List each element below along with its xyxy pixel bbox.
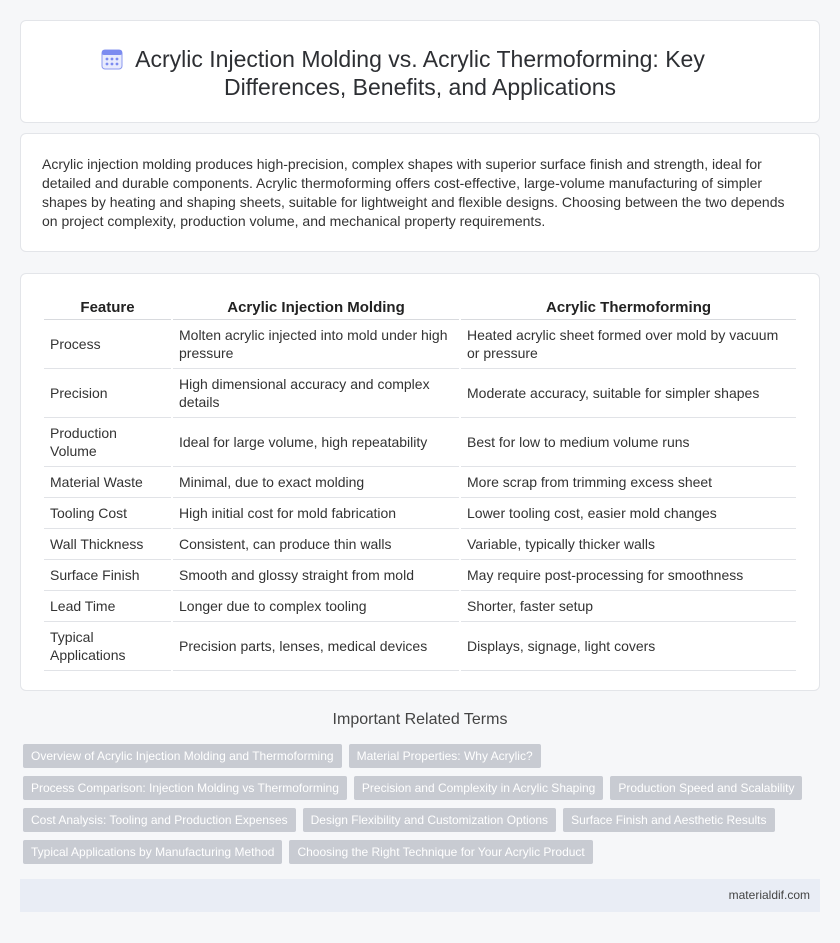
injection-cell: Ideal for large volume, high repeatability — [173, 418, 459, 467]
table-row — [44, 418, 796, 467]
feature-cell: Precision — [44, 369, 171, 418]
table-row — [44, 498, 796, 529]
header-feature: Feature — [44, 295, 171, 320]
comparison-table — [42, 295, 798, 671]
table-row — [44, 591, 796, 622]
injection-cell: Minimal, due to exact molding — [173, 467, 459, 498]
injection-cell: Molten acrylic injected into mold under high pressure — [173, 320, 459, 369]
feature-cell: Surface Finish — [44, 560, 171, 591]
feature-cell: Material Waste — [44, 467, 171, 498]
injection-cell: Precision parts, lenses, medical devices — [173, 622, 459, 671]
header-injection: Acrylic Injection Molding — [173, 295, 459, 320]
feature-cell: Production Volume — [44, 418, 171, 467]
thermoforming-cell: More scrap from trimming excess sheet — [461, 467, 796, 498]
related-term-tag[interactable]: Surface Finish and Aesthetic Results — [563, 808, 774, 832]
thermoforming-cell: May require post-processing for smoothness — [461, 560, 796, 591]
thermoforming-cell: Best for low to medium volume runs — [461, 418, 796, 467]
intro-card — [20, 133, 820, 252]
feature-cell: Process — [44, 320, 171, 369]
feature-cell: Wall Thickness — [44, 529, 171, 560]
related-term-tag[interactable]: Production Speed and Scalability — [610, 776, 802, 800]
related-term-tag[interactable]: Material Properties: Why Acrylic? — [349, 744, 541, 768]
thermoforming-cell: Heated acrylic sheet formed over mold by vacuum or pressure — [461, 320, 796, 369]
thermoforming-cell: Variable, typically thicker walls — [461, 529, 796, 560]
tag-row — [23, 776, 823, 800]
table-row — [44, 529, 796, 560]
related-term-tag[interactable]: Design Flexibility and Customization Options — [303, 808, 556, 832]
table-row — [44, 560, 796, 591]
injection-cell: High initial cost for mold fabrication — [173, 498, 459, 529]
table-header-row — [44, 295, 796, 320]
title-card — [20, 20, 820, 123]
footer — [20, 879, 820, 912]
tag-row — [23, 744, 823, 768]
injection-cell: High dimensional accuracy and complex details — [173, 369, 459, 418]
feature-cell: Lead Time — [44, 591, 171, 622]
injection-cell: Longer due to complex tooling — [173, 591, 459, 622]
related-terms-tags — [23, 744, 823, 872]
injection-cell: Smooth and glossy straight from mold — [173, 560, 459, 591]
related-term-tag[interactable]: Typical Applications by Manufacturing Method — [23, 840, 282, 864]
related-term-tag[interactable]: Precision and Complexity in Acrylic Shaping — [354, 776, 603, 800]
page-title: Acrylic Injection Molding vs. Acrylic Thermoforming: Key Differences, Benefits, and Applications — [135, 46, 705, 100]
feature-cell: Typical Applications — [44, 622, 171, 671]
table-row — [44, 467, 796, 498]
feature-cell: Tooling Cost — [44, 498, 171, 529]
table-row — [44, 369, 796, 418]
related-terms-heading: Important Related Terms — [332, 711, 508, 728]
injection-cell: Consistent, can produce thin walls — [173, 529, 459, 560]
tag-row — [23, 808, 823, 832]
header-thermoforming: Acrylic Thermoforming — [461, 295, 796, 320]
footer-site-link[interactable]: materialdif.com — [728, 888, 810, 902]
thermoforming-cell: Moderate accuracy, suitable for simpler shapes — [461, 369, 796, 418]
comparison-card — [20, 273, 820, 691]
table-row — [44, 622, 796, 671]
related-term-tag[interactable]: Overview of Acrylic Injection Molding and Thermoforming — [23, 744, 342, 768]
thermoforming-cell: Lower tooling cost, easier mold changes — [461, 498, 796, 529]
intro-paragraph: Acrylic injection molding produces high-precision, complex shapes with superior surface finish and strength, ideal for detailed and durable components. Acrylic thermoforming offers cost-effective, large-volume manufacturing of simpler shapes by heating and shaping sheets, suitable for lightweight and flexible designs. Choosing between the two depends on project complexity, production volume, and mechanical property requirements. — [42, 156, 785, 229]
thermoforming-cell: Displays, signage, light covers — [461, 622, 796, 671]
table-row — [44, 320, 796, 369]
related-term-tag[interactable]: Process Comparison: Injection Molding vs Thermoforming — [23, 776, 347, 800]
related-term-tag[interactable]: Cost Analysis: Tooling and Production Expenses — [23, 808, 296, 832]
thermoforming-cell: Shorter, faster setup — [461, 591, 796, 622]
related-term-tag[interactable]: Choosing the Right Technique for Your Acrylic Product — [289, 840, 592, 864]
tag-row — [23, 840, 823, 864]
